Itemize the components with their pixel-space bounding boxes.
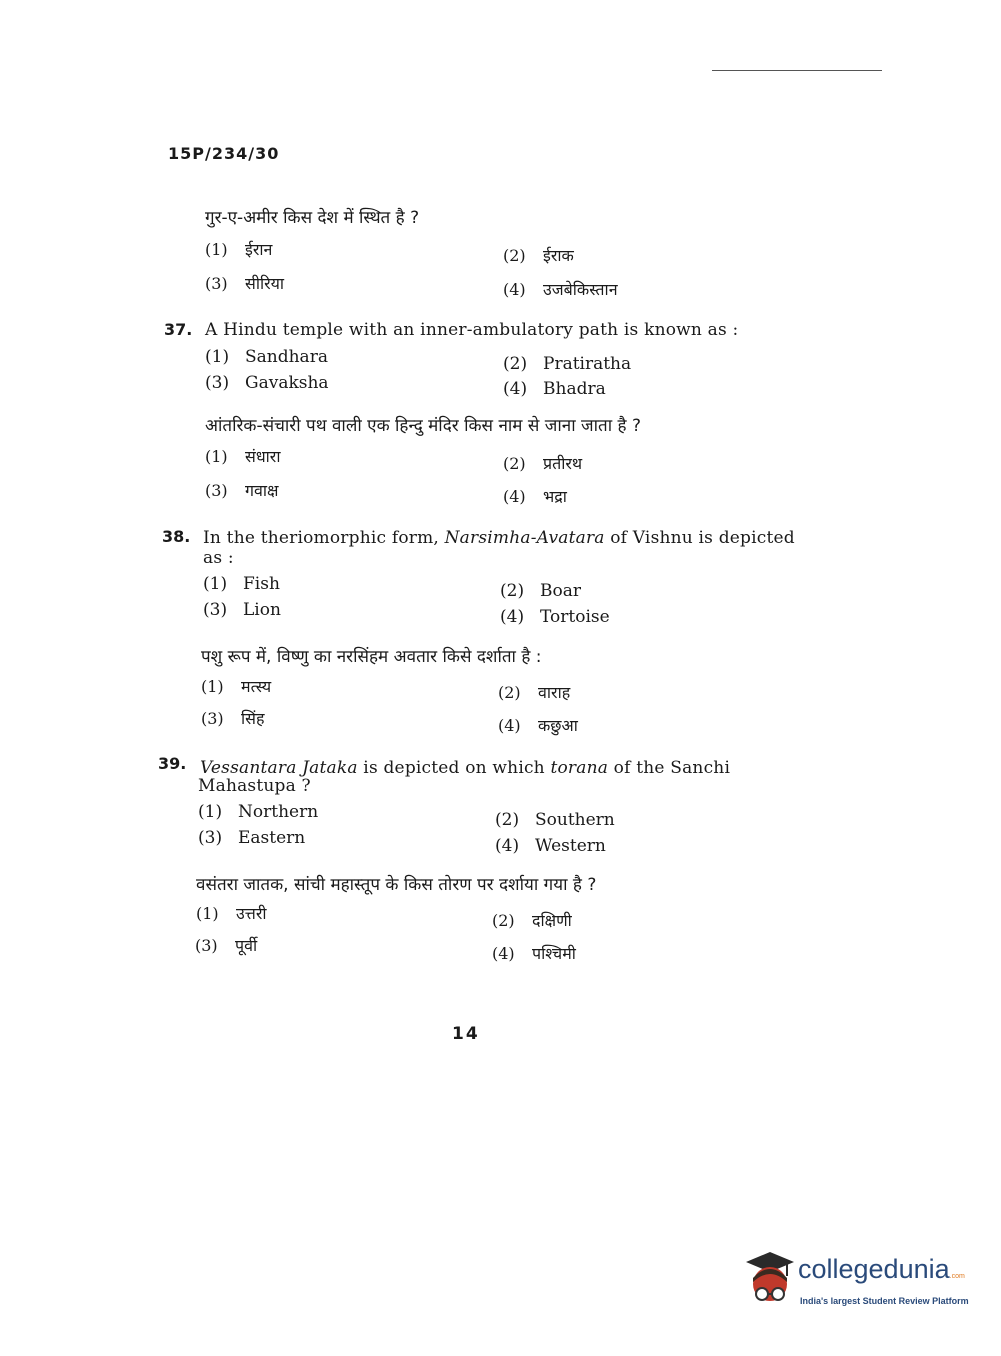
q39-option-2: (2) Southern <box>495 810 615 830</box>
brand-name: collegedunia.com <box>798 1254 965 1284</box>
q39-option-3: (3) Eastern <box>198 828 306 848</box>
mascot-icon <box>740 1248 798 1312</box>
q36-hindi-option-2: (2) ईराक <box>503 246 574 265</box>
q37-hindi-option-3: (3) गवाक्ष <box>205 481 279 500</box>
top-rule <box>712 70 882 71</box>
q37-hindi-option-4: (4) भद्रा <box>503 487 567 506</box>
paper-code: 15P/234/30 <box>168 144 280 163</box>
brand-tagline: India's largest Student Review Platform <box>800 1296 969 1306</box>
q36-hindi-option-1: (1) ईरान <box>205 240 273 259</box>
q38-hindi-option-4: (4) कछुआ <box>498 716 578 735</box>
q38-hindi-option-2: (2) वाराह <box>498 683 571 702</box>
q38-option-1: (1) Fish <box>203 574 280 594</box>
q36-hindi-option-4: (4) उजबेकिस्तान <box>503 280 618 299</box>
q38-question-line2: as : <box>203 548 234 568</box>
q38-hindi-option-3: (3) सिंह <box>201 709 265 728</box>
q39-hindi-option-1: (1) उत्तरी <box>196 904 267 923</box>
q39-hindi-option-3: (3) पूर्वी <box>195 936 258 955</box>
q38-option-3: (3) Lion <box>203 600 281 620</box>
q38-option-2: (2) Boar <box>500 581 581 601</box>
collegedunia-logo <box>740 1248 970 1320</box>
q37-hindi-option-1: (1) संधारा <box>205 447 281 466</box>
q39-hindi-question: वसंतरा जातक, सांची महास्तूप के किस तोरण पर दर्शाया गया है ? <box>196 875 597 895</box>
q39-question: Vessantara Jataka is depicted on which torana of the Sanchi <box>200 758 731 778</box>
q39-hindi-option-4: (4) पश्चिमी <box>492 944 576 963</box>
q37-option-2: (2) Pratiratha <box>503 354 632 374</box>
q37-question: A Hindu temple with an inner-ambulatory path is known as : <box>205 320 739 340</box>
q37-option-1: (1) Sandhara <box>205 347 328 367</box>
q39-option-1: (1) Northern <box>198 802 319 822</box>
q37-option-3: (3) Gavaksha <box>205 373 329 393</box>
q39-hindi-option-2: (2) दक्षिणी <box>492 911 572 930</box>
q38-number: 38. <box>162 527 191 546</box>
q38-hindi-question: पशु रूप में, विष्णु का नरसिंहम अवतार किसे दर्शाता है : <box>201 647 542 667</box>
q38-question: In the theriomorphic form, Narsimha-Avatara of Vishnu is depicted <box>203 528 795 548</box>
q38-option-4: (4) Tortoise <box>500 607 610 627</box>
q36-hindi-question: गुर-ए-अमीर किस देश में स्थित है ? <box>205 208 420 228</box>
q36-hindi-option-3: (3) सीरिया <box>205 274 285 293</box>
q39-question-line2: Mahastupa ? <box>198 776 311 796</box>
q39-option-4: (4) Western <box>495 836 606 856</box>
q37-hindi-question: आंतरिक-संचारी पथ वाली एक हिन्दु मंदिर किस नाम से जाना जाता है ? <box>205 416 641 436</box>
q39-number: 39. <box>158 754 187 773</box>
q37-hindi-option-2: (2) प्रतीरथ <box>503 454 583 473</box>
q37-number: 37. <box>164 320 193 339</box>
q37-option-4: (4) Bhadra <box>503 379 606 399</box>
page-number: 14 <box>452 1024 480 1044</box>
q38-hindi-option-1: (1) मत्स्य <box>201 677 272 696</box>
